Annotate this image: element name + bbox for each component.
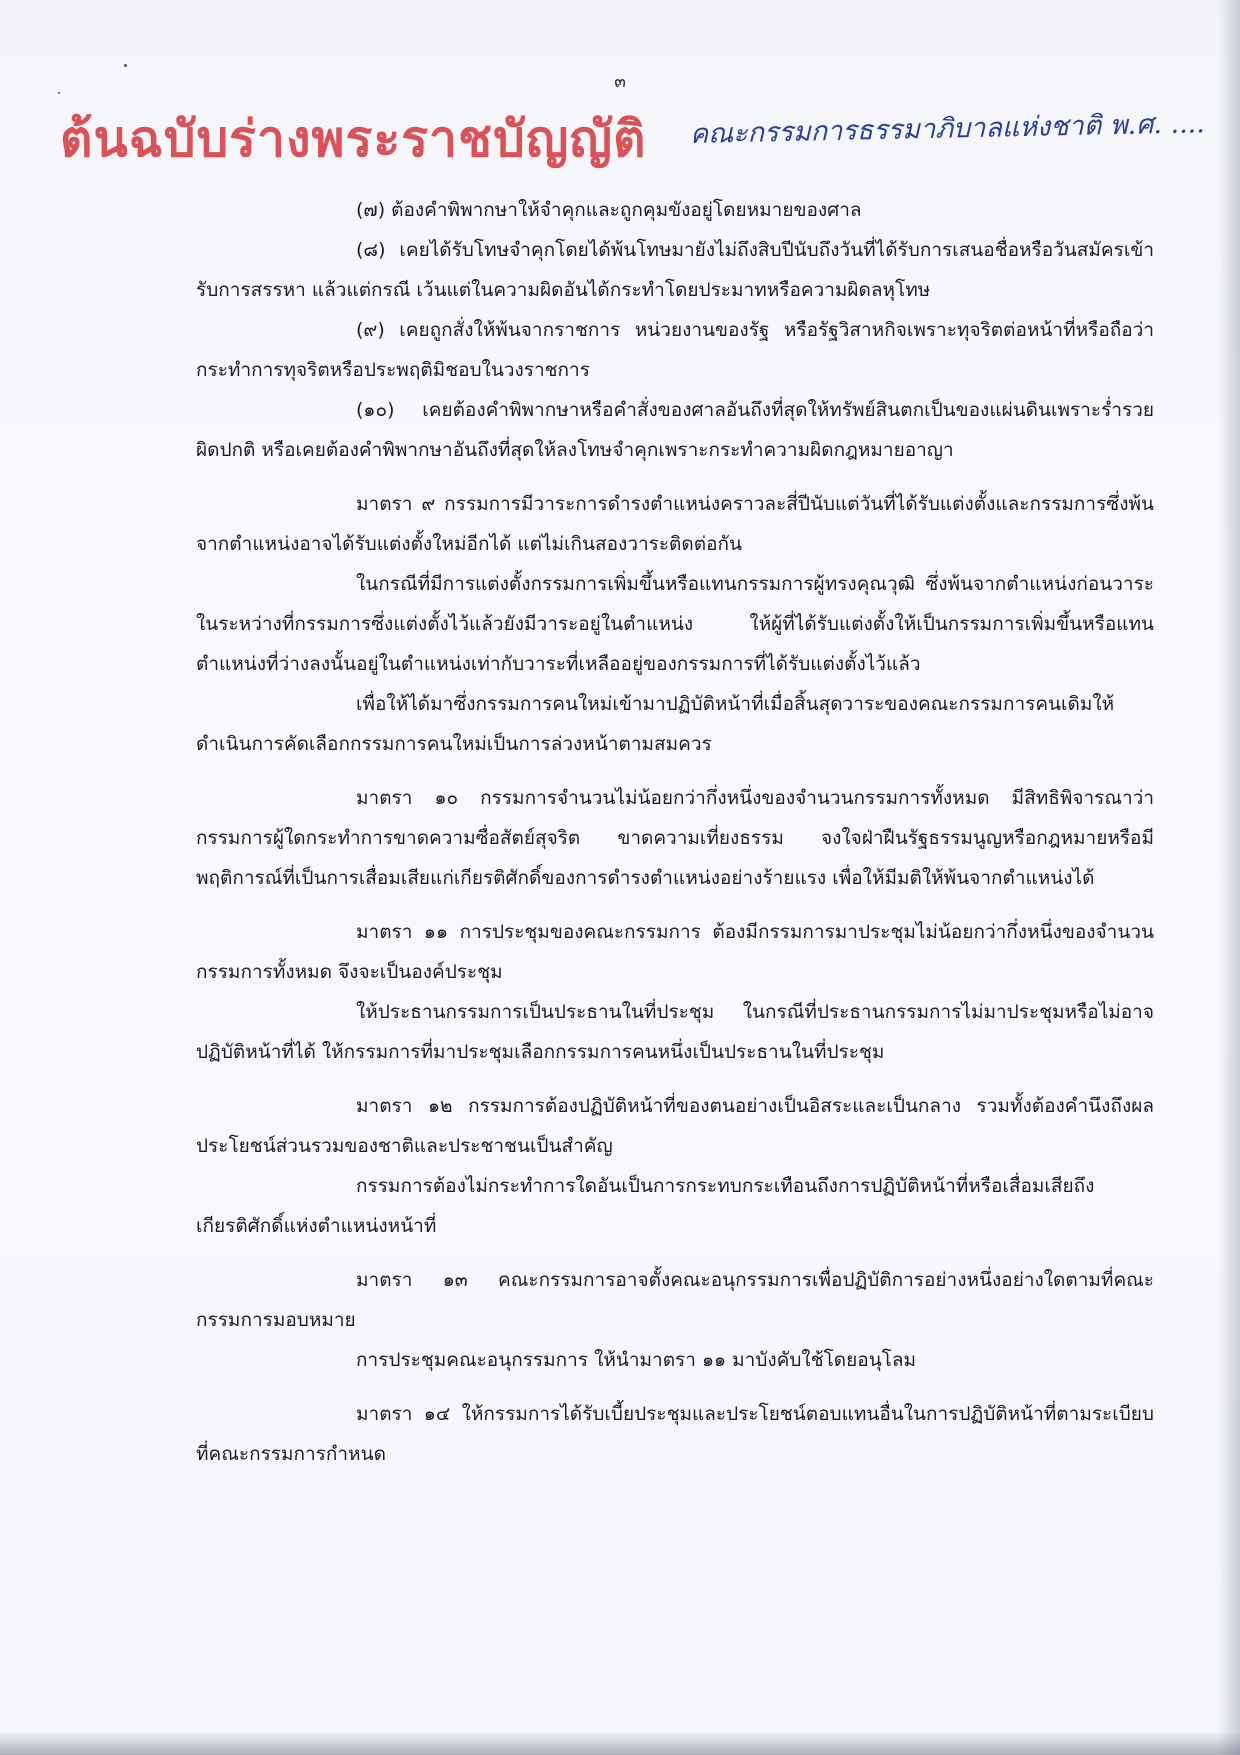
scan-bottom-shadow <box>0 1731 1240 1755</box>
paragraph: มาตรา ๙ กรรมการมีวาระการดำรงตำแหน่งคราวละสี่ปีนับแต่วันที่ได้รับแต่งตั้งและกรรมการซึ่งพ้นจากตำแหน่งอาจได้รับแต่งตั้งใหม่อีกได้ แต่ไม่เกินสองวาระติดต่อกัน <box>196 493 1154 555</box>
paragraph: กรรมการต้องไม่กระทำการใดอันเป็นการกระทบกระเทือนถึงการปฏิบัติหน้าที่หรือเสื่อมเสียถึงเกียรติศักดิ์แห่งตำแหน่งหน้าที่ <box>196 1175 1095 1237</box>
scan-speck <box>124 64 127 67</box>
draft-stamp: ต้นฉบับร่างพระราชบัญญัติ <box>60 110 647 168</box>
paragraph: (๗) ต้องคำพิพากษาให้จำคุกและถูกคุมขังอยู่โดยหมายของศาล <box>356 199 862 221</box>
paragraph: เพื่อให้ได้มาซึ่งกรรมการคนใหม่เข้ามาปฏิบัติหน้าที่เมื่อสิ้นสุดวาระของคณะกรรมการคนเดิมให้ดำเนินการคัดเลือกกรรมการคนใหม่เป็นการล่วงหน้าตามสมควร <box>196 693 1115 755</box>
document-body <box>196 190 1154 1474</box>
scan-edge-shadow <box>1218 0 1240 1755</box>
paragraph: มาตรา ๑๐ กรรมการจำนวนไม่น้อยกว่ากึ่งหนึ่งของจำนวนกรรมการทั้งหมด มีสิทธิพิจารณาว่ากรรมการผู้ใดกระทำการขาดความซื่อสัตย์สุจริต ขาดความเที่ยงธรรม จงใจฝ่าฝืนรัฐธรรมนูญหรือกฎหมายหรือมีพฤติการณ์ที่เป็นการเสื่อมเสียแก่เกียรติศักดิ์ของการดำรงตำแหน่งอย่างร้ายแรง เพื่อให้มีมติให้พ้นจากตำแหน่งได้ <box>196 787 1154 889</box>
paragraph: (๘) เคยได้รับโทษจำคุกโดยได้พ้นโทษมายังไม่ถึงสิบปีนับถึงวันที่ได้รับการเสนอชื่อหรือวันสมัครเข้ารับการสรรหา แล้วแต่กรณี เว้นแต่ในความผิดอันได้กระทำโดยประมาทหรือความผิดลหุโทษ <box>196 239 1154 301</box>
handwritten-title: คณะกรรมการธรรมาภิบาลแห่งชาติ พ.ศ. .... <box>689 108 1206 150</box>
paragraph: การประชุมคณะอนุกรรมการ ให้นำมาตรา ๑๑ มาบังคับใช้โดยอนุโลม <box>356 1349 917 1371</box>
paragraph: มาตรา ๑๔ ให้กรรมการได้รับเบี้ยประชุมและประโยชน์ตอบแทนอื่นในการปฏิบัติหน้าที่ตามระเบียบที่คณะกรรมการกำหนด <box>196 1403 1154 1465</box>
page-number: ๓ <box>614 72 626 92</box>
paragraph: ในกรณีที่มีการแต่งตั้งกรรมการเพิ่มขึ้นหรือแทนกรรมการผู้ทรงคุณวุฒิ ซึ่งพ้นจากตำแหน่งก่อนวาระในระหว่างที่กรรมการซึ่งแต่งตั้งไว้แล้วยังมีวาระอยู่ในตำแหน่ง ให้ผู้ที่ได้รับแต่งตั้งให้เป็นกรรมการเพิ่มขึ้นหรือแทนตำแหน่งที่ว่างลงนั้นอยู่ในตำแหน่งเท่ากับวาระที่เหลืออยู่ของกรรมการที่ได้รับแต่งตั้งไว้แล้ว <box>196 573 1154 675</box>
scan-speck <box>58 92 60 94</box>
paragraph: (๙) เคยถูกสั่งให้พ้นจากราชการ หน่วยงานของรัฐ หรือรัฐวิสาหกิจเพราะทุจริตต่อหน้าที่หรือถือว่ากระทำการทุจริตหรือประพฤติมิชอบในวงราชการ <box>196 319 1154 381</box>
paragraph: (๑๐) เคยต้องคำพิพากษาหรือคำสั่งของศาลอันถึงที่สุดให้ทรัพย์สินตกเป็นของแผ่นดินเพราะร่ำรวยผิดปกติ หรือเคยต้องคำพิพากษาอันถึงที่สุดให้ลงโทษจำคุกเพราะกระทำความผิดกฎหมายอาญา <box>196 399 1154 461</box>
paragraph: มาตรา ๑๒ กรรมการต้องปฏิบัติหน้าที่ของตนอย่างเป็นอิสระและเป็นกลาง รวมทั้งต้องคำนึงถึงผลประโยชน์ส่วนรวมของชาติและประชาชนเป็นสำคัญ <box>196 1095 1154 1157</box>
paragraph: ให้ประธานกรรมการเป็นประธานในที่ประชุม ในกรณีที่ประธานกรรมการไม่มาประชุมหรือไม่อาจปฏิบัติหน้าที่ได้ ให้กรรมการที่มาประชุมเลือกกรรมการคนหนึ่งเป็นประธานในที่ประชุม <box>196 1001 1154 1063</box>
paragraph: มาตรา ๑๓ คณะกรรมการอาจตั้งคณะอนุกรรมการเพื่อปฏิบัติการอย่างหนึ่งอย่างใดตามที่คณะกรรมการมอบหมาย <box>196 1269 1154 1331</box>
paragraph: มาตรา ๑๑ การประชุมของคณะกรรมการ ต้องมีกรรมการมาประชุมไม่น้อยกว่ากึ่งหนึ่งของจำนวนกรรมการทั้งหมด จึงจะเป็นองค์ประชุม <box>196 921 1154 983</box>
